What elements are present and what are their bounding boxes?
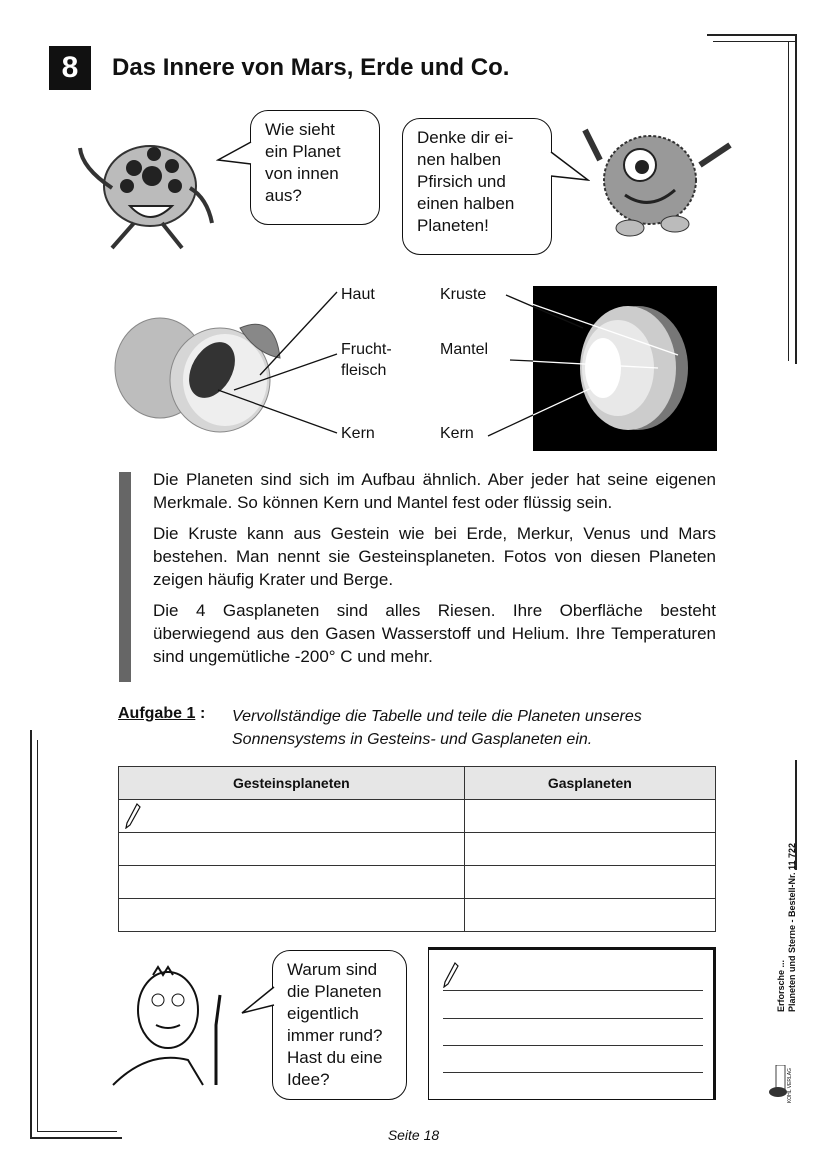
chapter-number-badge: 8 <box>49 46 91 90</box>
side-line-2: Planeten und Sterne - Bestell-Nr. 11 722 <box>787 842 797 1012</box>
side-line-1: Erforsche ... <box>776 959 786 1012</box>
table-cell[interactable] <box>464 899 715 932</box>
answer-line[interactable] <box>443 1018 703 1019</box>
label-peach-kern: Kern <box>341 425 375 442</box>
pencil-icon <box>443 962 459 988</box>
peach-label-lines <box>200 290 345 440</box>
table-cell[interactable] <box>119 899 465 932</box>
table-row <box>119 833 716 866</box>
frame-right-line <box>795 34 797 364</box>
publisher-logo-text: KOHL VERLAG <box>787 1068 793 1104</box>
speech-bubble-bottom-text: Warum sind die Planeten eigentlich immer rund? Hast du eine Idee? <box>287 960 383 1089</box>
frame-right-line-2 <box>788 41 789 361</box>
task-label: Aufgabe 1 <box>118 705 196 722</box>
task-colon: : <box>200 705 206 722</box>
frame-left-line <box>30 730 32 1139</box>
label-fruchtfleisch: Frucht- fleisch <box>341 341 392 379</box>
table-cell[interactable] <box>119 800 465 833</box>
task-instruction: Vervollständige die Tabelle und teile die Planeten unseres Sonnensystems in Gesteins- und Gasplaneten ein. <box>232 708 642 748</box>
frame-top-right-line-2 <box>713 41 796 42</box>
speech-bubble-left-text: Wie sieht ein Planet von innen aus? <box>265 120 341 205</box>
label-kruste: Kruste <box>440 286 487 303</box>
speech-bubble-bottom-tail <box>240 985 276 1017</box>
planets-table <box>118 766 716 932</box>
table-row <box>119 800 716 833</box>
answer-line[interactable] <box>443 990 703 991</box>
page-title: Das Innere von Mars, Erde und Co. <box>112 54 510 81</box>
frame-top-right-line <box>707 34 795 36</box>
table-cell[interactable] <box>119 833 465 866</box>
speech-bubble-left <box>250 110 380 225</box>
text-sidebar-bar <box>119 472 131 682</box>
publisher-logo <box>768 1065 798 1097</box>
label-mantel: Mantel <box>440 341 489 358</box>
column-header-gesteinsplaneten: Gesteinsplaneten <box>119 767 465 800</box>
monster-icon <box>72 128 222 253</box>
frame-left-line-2 <box>37 740 38 1132</box>
answer-box[interactable] <box>428 947 716 1100</box>
table-row <box>119 866 716 899</box>
table-row <box>119 899 716 932</box>
paragraph-1: Die Planeten sind sich im Aufbau ähnlich. Aber jeder hat seine eigenen Merkmale. So können Kern und Mantel fest oder flüssig sein. <box>153 470 716 512</box>
planet-label-lines <box>480 290 680 440</box>
column-header-gasplaneten: Gasplaneten <box>464 767 715 800</box>
table-cell[interactable] <box>464 800 715 833</box>
answer-line[interactable] <box>443 1072 703 1073</box>
side-publication-info <box>776 843 798 1012</box>
speech-bubble-bottom <box>272 950 407 1100</box>
answer-line[interactable] <box>443 1045 703 1046</box>
speech-bubble-left-tail <box>216 140 252 170</box>
speech-bubble-right <box>402 118 552 255</box>
thinking-man-icon <box>108 965 243 1090</box>
page-number: Seite 18 <box>387 1127 440 1143</box>
table-cell[interactable] <box>464 833 715 866</box>
paragraph-3: Die 4 Gasplaneten sind alles Riesen. Ihre Oberfläche besteht überwiegend aus den Gasen Wasserstoff und Helium. Ihre Temperaturen sind ungemütliche -200° C und mehr. <box>153 601 716 666</box>
pencil-icon <box>125 803 141 829</box>
speech-bubble-right-text: Denke dir ei- nen halben Pfirsich und einen halben Planeten! <box>417 128 515 235</box>
label-planet-kern: Kern <box>440 425 474 442</box>
info-text <box>153 468 716 676</box>
paragraph-2: Die Kruste kann aus Gestein wie bei Erde, Merkur, Venus und Mars bestehen. Man nennt sie Gesteinsplaneten. Fotos von diesen Planeten zeigen häufig Krater und Berge. <box>153 524 716 589</box>
table-cell[interactable] <box>119 866 465 899</box>
label-haut: Haut <box>341 286 375 303</box>
furry-monster-icon <box>580 120 740 240</box>
table-cell[interactable] <box>464 866 715 899</box>
